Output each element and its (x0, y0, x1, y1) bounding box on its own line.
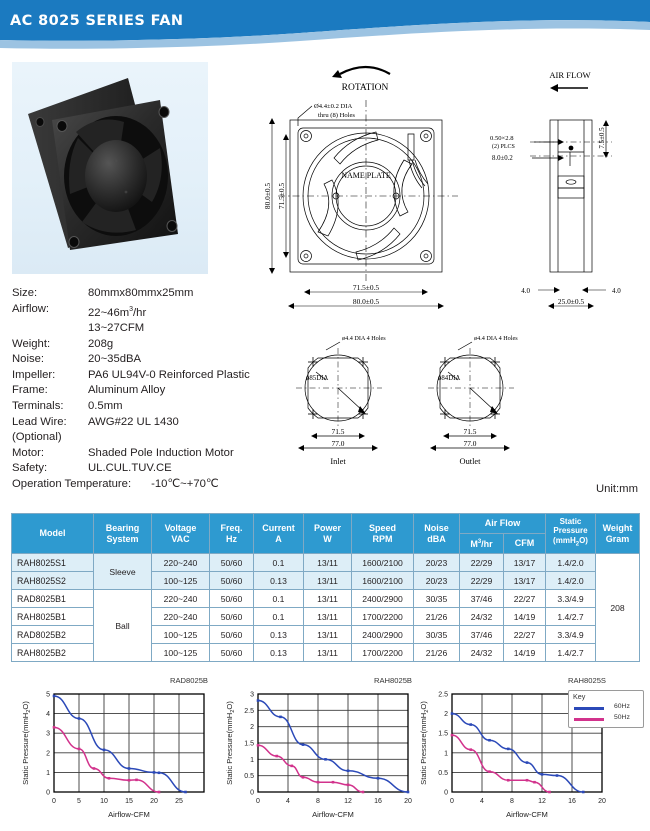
outlet-hole-note: ø4.4 DIA 4 Holes (474, 335, 518, 342)
svg-text:12: 12 (538, 798, 546, 805)
svg-text:16: 16 (568, 798, 576, 805)
th-line: Weight (602, 522, 633, 533)
inlet-caption: Inlet (330, 457, 346, 466)
specification-table-wrap (11, 513, 639, 662)
th-line: Gram (605, 533, 630, 544)
cell-speed: 1700/2200 (352, 608, 414, 626)
cell-freq: 50/60 (210, 554, 254, 572)
cell-freq: 50/60 (210, 608, 254, 626)
svg-text:Static Pressure(mmH2O): Static Pressure(mmH$_2$O) (419, 701, 430, 785)
th-line: Speed (368, 522, 396, 533)
svg-text:4: 4 (46, 711, 50, 719)
legend-swatch-60hz (574, 707, 604, 710)
spec-label: Safety: (12, 462, 48, 475)
dim-vertical-outer: 80.0±0.5 (263, 182, 272, 210)
cell-m3hr: 37/46 (460, 590, 504, 608)
spec-label: Operation Temperature: (12, 477, 132, 490)
svg-text:0: 0 (52, 798, 56, 805)
cell-m3hr: 22/29 (460, 572, 504, 590)
spec-value: 20~35dBA (88, 353, 142, 366)
cell-noise: 21/26 (414, 608, 460, 626)
cell-current: 0.1 (254, 590, 304, 608)
cell-power: 13/11 (304, 626, 352, 644)
th-line: dBA (427, 533, 446, 544)
spec-label: Impeller: (12, 368, 56, 381)
svg-text:0: 0 (250, 789, 254, 797)
legend-label: 60Hz (614, 703, 630, 710)
th-current (254, 514, 304, 554)
svg-text:5: 5 (46, 691, 50, 699)
cell-m3hr: 24/32 (460, 608, 504, 626)
legend-swatch-50hz (574, 718, 604, 721)
cell-speed: 2400/2900 (352, 626, 414, 644)
spec-value: AWG#22 UL 1430 (88, 415, 179, 428)
svg-text:1: 1 (444, 750, 448, 758)
rotation-label: ROTATION (341, 83, 389, 93)
svg-text:Airflow-CFM: Airflow-CFM (312, 810, 354, 819)
svg-text:0.5: 0.5 (244, 773, 254, 781)
cell-current: 0.13 (254, 572, 304, 590)
cell-model: RAH8025S1 (12, 554, 94, 572)
svg-text:15: 15 (125, 798, 133, 805)
spec-terminals (12, 399, 292, 415)
dim-7-5: 7.5±0.5 (598, 127, 606, 149)
cell-weight: 208 (596, 554, 640, 662)
svg-text:8: 8 (510, 798, 514, 805)
th-line: Power (313, 522, 341, 533)
th-line: (mmH$_2$O) (553, 535, 588, 548)
dim-8: 8.0±0.2 (492, 155, 513, 162)
spec-weight (12, 337, 292, 353)
legend-label: 50Hz (614, 714, 630, 721)
spec-value: UL.CUL.TUV.CE (88, 462, 172, 475)
svg-text:1: 1 (46, 769, 50, 777)
svg-text:1.5: 1.5 (244, 740, 254, 748)
spec-value: $22\sim 46m^3/hr$ (88, 305, 147, 319)
spec-label: Terminals: (12, 399, 64, 412)
svg-text:20: 20 (404, 798, 412, 805)
unit-note: Unit:mm (595, 483, 638, 495)
chart-svg-1 (218, 676, 418, 826)
svg-text:0: 0 (450, 798, 454, 805)
th-line: Freq. (220, 522, 243, 533)
cell-speed: 1700/2200 (352, 644, 414, 662)
page-header (0, 0, 650, 52)
outlet-dim-770: 77.0 (463, 439, 477, 448)
svg-text:2: 2 (46, 750, 50, 758)
name-plate-label: NAME PLATE (341, 171, 391, 180)
dim-4-right: 4.0 (612, 287, 621, 295)
cell-noise: 21/26 (414, 644, 460, 662)
spec-value: 13~27CFM (88, 321, 145, 334)
cell-model: RAH8025B1 (12, 608, 94, 626)
outlet-dia-note: ø84DIA (438, 375, 461, 382)
spec-label: Airflow: (12, 302, 50, 315)
svg-text:3: 3 (46, 730, 50, 738)
spec-airflow (12, 302, 292, 321)
svg-text:20: 20 (150, 798, 158, 805)
chart-title: RAH8025S (568, 676, 606, 685)
air-flow-label: AIR FLOW (549, 70, 591, 80)
svg-text:Static Pressure(mmH2O): Static Pressure(mmH$_2$O) (21, 701, 32, 785)
spec-airflow-cfm (12, 321, 292, 337)
cell-speed: 1600/2100 (352, 572, 414, 590)
spec-optional (12, 430, 292, 446)
slot-note-line1: 0.50×2.8 (490, 135, 514, 142)
spec-lead-wire (12, 415, 292, 431)
cell-model: RAD8025B1 (12, 590, 94, 608)
cell-power: 13/11 (304, 608, 352, 626)
cell-power: 13/11 (304, 590, 352, 608)
svg-text:4: 4 (286, 798, 290, 805)
specification-table (11, 513, 640, 662)
inlet-dim-770: 77.0 (331, 439, 345, 448)
cell-cfm: 13/17 (504, 572, 546, 590)
legend-title: Key (573, 692, 586, 701)
svg-text:10: 10 (100, 798, 108, 805)
spec-value: PA6 UL94V-0 Reinforced Plastic (88, 368, 250, 381)
svg-text:8: 8 (316, 798, 320, 805)
spec-label: Weight: (12, 337, 51, 350)
performance-charts (0, 676, 650, 826)
th-speed (352, 514, 414, 554)
th-line: Voltage (164, 522, 197, 533)
spec-motor (12, 446, 292, 462)
page-title: AC 8025 SERIES FAN (10, 13, 184, 29)
cell-cfm: 14/19 (504, 644, 546, 662)
spec-value: 208g (88, 337, 114, 350)
th-voltage (152, 514, 210, 554)
spec-impeller (12, 368, 292, 384)
th-power (304, 514, 352, 554)
table-row (12, 590, 640, 608)
cell-static: 1.4/2.7 (546, 644, 596, 662)
cell-freq: 50/60 (210, 626, 254, 644)
chart-rah8025b (218, 676, 418, 826)
svg-text:0: 0 (256, 798, 260, 805)
th-line: System (106, 533, 139, 544)
cell-freq: 50/60 (210, 590, 254, 608)
cell-current: 0.1 (254, 608, 304, 626)
cell-speed: 1600/2100 (352, 554, 414, 572)
svg-text:20: 20 (598, 798, 606, 805)
th-line: Pressure (553, 526, 588, 536)
cell-power: 13/11 (304, 572, 352, 590)
dim-4-left: 4.0 (521, 287, 530, 295)
product-photo (12, 62, 208, 274)
cell-static: 3.3/4.9 (546, 626, 596, 644)
spec-label: (Optional) (12, 431, 62, 444)
spec-value: 0.5mm (88, 399, 123, 412)
table-row (12, 554, 640, 572)
cell-noise: 30/35 (414, 626, 460, 644)
th-line: A (275, 533, 282, 544)
spec-value: Aluminum Alloy (88, 384, 166, 397)
svg-text:1.5: 1.5 (438, 730, 448, 738)
th-line: Bearing (105, 522, 140, 533)
chart-svg-0 (14, 676, 214, 826)
cell-model: RAD8025B2 (12, 626, 94, 644)
cell-static: 1.4/2.7 (546, 608, 596, 626)
svg-text:2: 2 (250, 724, 254, 732)
spec-label: Lead Wire: (12, 415, 67, 428)
cell-m3hr: 24/32 (460, 644, 504, 662)
svg-text:1: 1 (250, 756, 254, 764)
th-static-pressure (546, 514, 596, 554)
svg-text:4: 4 (480, 798, 484, 805)
cell-voltage: 100~125 (152, 626, 210, 644)
svg-text:12: 12 (344, 798, 352, 805)
hole-note-line2: thru (8) Holes (318, 112, 355, 119)
svg-text:Static Pressure(mmH2O): Static Pressure(mmH$_2$O) (225, 701, 236, 785)
cell-model: RAH8025B2 (12, 644, 94, 662)
cell-cfm: 14/19 (504, 608, 546, 626)
th-airflow-cfm: CFM (504, 534, 546, 554)
th-line: W (323, 533, 332, 544)
inlet-hole-note: ø4.4 DIA 4 Holes (342, 335, 386, 342)
cell-cfm: 22/27 (504, 626, 546, 644)
cell-bearing: Ball (94, 590, 152, 662)
th-noise (414, 514, 460, 554)
svg-text:2.5: 2.5 (438, 691, 448, 699)
svg-text:2.5: 2.5 (244, 707, 254, 715)
cell-current: 0.1 (254, 554, 304, 572)
dim-vertical-inner: 71.5±0.5 (277, 182, 286, 210)
cell-power: 13/11 (304, 554, 352, 572)
spec-label (12, 321, 88, 337)
th-model: Model (12, 514, 94, 554)
th-line: VAC (171, 533, 190, 544)
svg-text:16: 16 (374, 798, 382, 805)
dim-horizontal-outer: 80.0±0.5 (352, 297, 380, 306)
chart-title: RAD8025B (170, 676, 208, 685)
inlet-dia-note: ø85DIA (306, 375, 329, 382)
svg-text:25: 25 (175, 798, 183, 805)
cell-static: 1.4/2.0 (546, 572, 596, 590)
spec-frame (12, 383, 292, 399)
spec-value: Shaded Pole Induction Motor (88, 446, 234, 459)
chart-title: RAH8025B (374, 676, 412, 685)
outlet-caption: Outlet (459, 457, 481, 466)
svg-text:3: 3 (250, 691, 254, 699)
table-header-row-1 (12, 514, 640, 534)
cell-cfm: 13/17 (504, 554, 546, 572)
th-line: Hz (226, 533, 237, 544)
svg-text:Airflow-CFM: Airflow-CFM (506, 810, 548, 819)
svg-text:5: 5 (77, 798, 81, 805)
th-weight (596, 514, 640, 554)
cell-current: 0.13 (254, 626, 304, 644)
spec-label: Noise: (12, 353, 45, 366)
spec-operation-temperature (12, 477, 292, 493)
dim-25: 25.0±0.5 (557, 297, 585, 306)
dim-horizontal-inner: 71.5±0.5 (352, 283, 380, 292)
spec-size (12, 286, 292, 302)
spec-value: -10℃~+70℃ (151, 477, 219, 490)
cell-freq: 50/60 (210, 644, 254, 662)
svg-text:0.5: 0.5 (438, 769, 448, 777)
cell-noise: 20/23 (414, 572, 460, 590)
th-air-flow-group: Air Flow (460, 514, 546, 534)
th-freq (210, 514, 254, 554)
drawings-svg (262, 56, 650, 476)
svg-text:2: 2 (444, 711, 448, 719)
spec-label: Motor: (12, 446, 45, 459)
cell-model: RAH8025S2 (12, 572, 94, 590)
spec-label: Frame: (12, 384, 48, 397)
th-airflow-m3hr: $M^3/hr$ (460, 534, 504, 554)
th-line: Static (559, 516, 582, 526)
engineering-drawings (262, 56, 650, 476)
chart-legend (568, 690, 644, 728)
fan-illustration (12, 62, 208, 274)
cell-freq: 50/60 (210, 572, 254, 590)
svg-text:0: 0 (46, 789, 50, 797)
cell-static: 3.3/4.9 (546, 590, 596, 608)
outlet-dim-715: 71.5 (463, 427, 477, 436)
svg-text:Airflow-CFM: Airflow-CFM (108, 810, 150, 819)
chart-rad8025b (14, 676, 214, 826)
spec-label: Size: (12, 287, 38, 299)
cell-speed: 2400/2900 (352, 590, 414, 608)
spec-noise (12, 352, 292, 368)
cell-power: 13/11 (304, 644, 352, 662)
cell-bearing: Sleeve (94, 554, 152, 590)
th-line: RPM (372, 533, 393, 544)
cell-m3hr: 22/29 (460, 554, 504, 572)
cell-voltage: 220~240 (152, 608, 210, 626)
cell-current: 0.13 (254, 644, 304, 662)
cell-noise: 20/23 (414, 554, 460, 572)
cell-m3hr: 37/46 (460, 626, 504, 644)
th-line: Noise (424, 522, 449, 533)
specifications-list (12, 286, 292, 492)
table-body (12, 554, 640, 662)
svg-text:0: 0 (444, 789, 448, 797)
cell-voltage: 100~125 (152, 644, 210, 662)
th-bearing-system (94, 514, 152, 554)
cell-voltage: 220~240 (152, 590, 210, 608)
spec-value: 80mmx80mmx25mm (88, 287, 194, 299)
cell-voltage: 220~240 (152, 554, 210, 572)
spec-safety (12, 461, 292, 477)
cell-static: 1.4/2.0 (546, 554, 596, 572)
th-line: Current (262, 522, 295, 533)
hole-note-line1: Ø4.4±0.2 DIA (314, 103, 353, 110)
slot-note-line2: (2) PLCS (492, 144, 515, 150)
cell-cfm: 22/27 (504, 590, 546, 608)
cell-voltage: 100~125 (152, 572, 210, 590)
cell-noise: 30/35 (414, 590, 460, 608)
inlet-dim-715: 71.5 (331, 427, 345, 436)
